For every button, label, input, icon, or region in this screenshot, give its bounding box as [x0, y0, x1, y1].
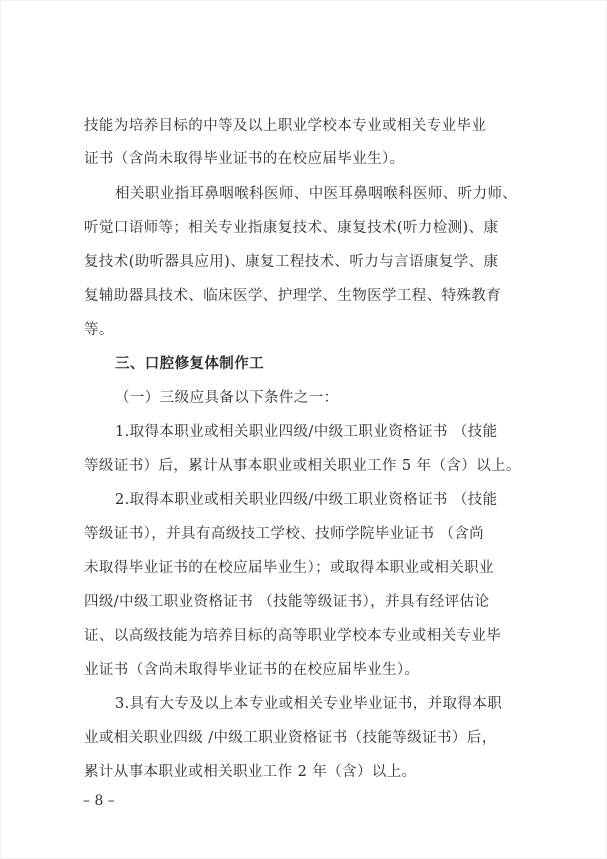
text-line: 未取得毕业证书的在校应届毕业生）；或取得本职业或相关职业: [84, 560, 494, 576]
page-number: – 8 –: [83, 793, 115, 809]
text-line: 2.取得本职业或相关职业四级/中级工职业资格证书 （技能: [115, 492, 498, 508]
text-line: 3.具有大专及以上本专业或相关专业毕业证书，并取得本职: [115, 696, 503, 712]
text-line: 1.取得本职业或相关职业四级/中级工职业资格证书 （技能: [115, 424, 498, 440]
text-line: 相关职业指耳鼻咽喉科医师、中医耳鼻咽喉科医师、听力师、: [115, 186, 518, 202]
text-line: 等。: [84, 322, 114, 338]
text-line: 复技术(助听器具应用)、康复工程技术、听力与言语康复学、康: [84, 254, 499, 270]
text-line: 复辅助器具技术、临床医学、护理学、生物医学工程、特殊教育: [84, 288, 502, 304]
text-line: 四级/中级工职业资格证书 （技能等级证书），并具有经评估论: [84, 594, 490, 610]
subsection-heading: （一）三级应具备以下条件之一：: [115, 390, 339, 406]
text-line: 业证书（含尚未取得毕业证书的在校应届毕业生）。: [84, 662, 420, 678]
text-line: 证书（含尚未取得毕业证书的在校应届毕业生）。: [84, 151, 405, 167]
text-line: 业或相关职业四级 /中级工职业资格证书（技能等级证书）后，: [84, 730, 497, 746]
text-line: 技能为培养目标的中等及以上职业学校本专业或相关专业毕业: [84, 118, 487, 134]
text-line: 等级证书），并具有高级技工学校、技师学院毕业证书 （含尚: [84, 526, 485, 542]
text-line: 听觉口语师等；相关专业指康复技术、康复技术(听力检测)、康: [84, 220, 499, 236]
section-heading: 三、口腔修复体制作工: [115, 356, 264, 372]
text-line: 累计从事本职业或相关职业工作 2 年（含）以上。: [84, 764, 417, 780]
text-line: 等级证书）后，累计从事本职业或相关职业工作 5 年（含）以上。: [84, 458, 521, 474]
text-line: 证、以高级技能为培养目标的高等职业学校本专业或相关专业毕: [84, 628, 502, 644]
